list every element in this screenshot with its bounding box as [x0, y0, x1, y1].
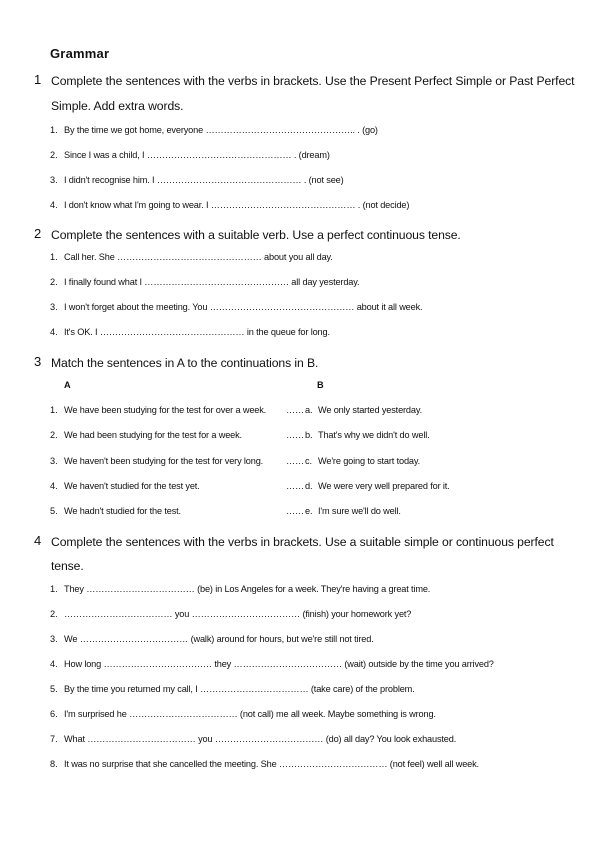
exercise-1-item: I didn't recognise him. I ………………………………………… . (not see) [64, 175, 344, 185]
exercise-2-item: Call her. She ………………………………………… about you all day. [64, 252, 333, 262]
exercise-3-continuation-b: I'm sure we'll do well. [318, 506, 401, 516]
exercise-2-item-number: 2. [50, 277, 58, 287]
exercise-4-item: They ……………………………… (be) in Los Angeles for a week. They're having a great time. [64, 584, 431, 594]
exercise-3-letter: a. [305, 405, 313, 415]
exercise-3-continuation-b: We only started yesterday. [318, 405, 423, 415]
exercise-1-item: By the time we got home, everyone ………………………………………….. . (go) [64, 125, 378, 135]
exercise-4-item-number: 3. [50, 634, 58, 644]
exercise-3-letter: b. [305, 430, 313, 440]
exercise-1-item: Since I was a child, I ………………………………………… . (dream) [64, 150, 330, 160]
exercise-3-letter: d. [305, 481, 313, 491]
exercise-3-sentence-a: We haven't been studying for the test for very long. [64, 456, 264, 466]
exercise-3-continuation-b: That's why we didn't do well. [318, 430, 430, 440]
exercise-4-item: It was no surprise that she cancelled the meeting. She ……………………………… (not feel) well all week. [64, 759, 479, 769]
exercise-3-letter: e. [305, 506, 313, 516]
exercise-3-answer-blank: …… [286, 405, 305, 415]
exercise-1-instruction-cont: Simple. Add extra words. [51, 99, 184, 113]
exercise-4-item: We ……………………………… (walk) around for hours, but we're still not tired. [64, 634, 374, 644]
exercise-3-continuation-b: We're going to start today. [318, 456, 421, 466]
exercise-4-item: By the time you returned my call, I ……………………………… (take care) of the problem. [64, 684, 415, 694]
exercise-1-item-number: 3. [50, 175, 58, 185]
exercise-4-number: 4 [34, 533, 42, 548]
exercise-3-row-number: 4. [50, 481, 58, 491]
exercise-2-item: I won't forget about the meeting. You ………………………………………… about it all week. [64, 302, 423, 312]
exercise-3-row-number: 3. [50, 456, 58, 466]
exercise-3-answer-blank: …… [286, 430, 305, 440]
exercise-3-row-number: 5. [50, 506, 58, 516]
exercise-1-item-number: 4. [50, 200, 58, 210]
exercise-4-instruction: Complete the sentences with the verbs in brackets. Use a suitable simple or continuous perfect [51, 535, 554, 549]
column-a-heading: A [64, 380, 71, 390]
exercise-2-number: 2 [34, 226, 42, 241]
exercise-4-item-number: 5. [50, 684, 58, 694]
exercise-4-instruction-cont: tense. [51, 559, 84, 573]
exercise-3-sentence-a: We hadn't studied for the test. [64, 506, 181, 516]
exercise-4-item: ……………………………… you ……………………………… (finish) your homework yet? [64, 609, 412, 619]
exercise-3-continuation-b: We were very well prepared for it. [318, 481, 450, 491]
exercise-2-item-number: 3. [50, 302, 58, 312]
exercise-3-row-number: 1. [50, 405, 58, 415]
exercise-2-item: It's OK. I ………………………………………… in the queue for long. [64, 327, 330, 337]
exercise-2-item: I finally found what I ………………………………………… all day yesterday. [64, 277, 360, 287]
exercise-3-sentence-a: We had been studying for the test for a week. [64, 430, 242, 440]
exercise-4-item: I'm surprised he ……………………………… (not call) me all week. Maybe something is wrong. [64, 709, 436, 719]
exercise-3-letter: c. [305, 456, 312, 466]
exercise-2-instruction: Complete the sentences with a suitable verb. Use a perfect continuous tense. [51, 228, 461, 242]
exercise-4-item-number: 1. [50, 584, 58, 594]
exercise-3-number: 3 [34, 354, 42, 369]
column-b-heading: B [317, 380, 324, 390]
exercise-4-item-number: 2. [50, 609, 58, 619]
exercise-4-item-number: 7. [50, 734, 58, 744]
exercise-3-row-number: 2. [50, 430, 58, 440]
exercise-1-number: 1 [34, 72, 42, 87]
exercise-4-item-number: 4. [50, 659, 58, 669]
exercise-3-sentence-a: We have been studying for the test for over a week. [64, 405, 267, 415]
exercise-3-answer-blank: …… [286, 481, 305, 491]
exercise-1-item-number: 2. [50, 150, 58, 160]
section-heading: Grammar [50, 46, 110, 61]
exercise-2-item-number: 1. [50, 252, 58, 262]
exercise-2-item-number: 4. [50, 327, 58, 337]
exercise-3-sentence-a: We haven't studied for the test yet. [64, 481, 200, 491]
exercise-3-answer-blank: …… [286, 456, 305, 466]
exercise-1-item: I don't know what I'm going to wear. I ………………………………………… . (not decide) [64, 200, 410, 210]
exercise-1-instruction: Complete the sentences with the verbs in brackets. Use the Present Perfect Simple or Past Perfect [51, 74, 575, 88]
exercise-4-item: How long ……………………………… they ……………………………… (wait) outside by the time you arrived? [64, 659, 494, 669]
exercise-3-instruction: Match the sentences in A to the continuations in B. [51, 356, 319, 370]
exercise-1-item-number: 1. [50, 125, 58, 135]
exercise-4-item-number: 8. [50, 759, 58, 769]
exercise-3-answer-blank: …… [286, 506, 305, 516]
exercise-4-item: What ……………………………… you ……………………………… (do) all day? You look exhausted. [64, 734, 457, 744]
exercise-4-item-number: 6. [50, 709, 58, 719]
